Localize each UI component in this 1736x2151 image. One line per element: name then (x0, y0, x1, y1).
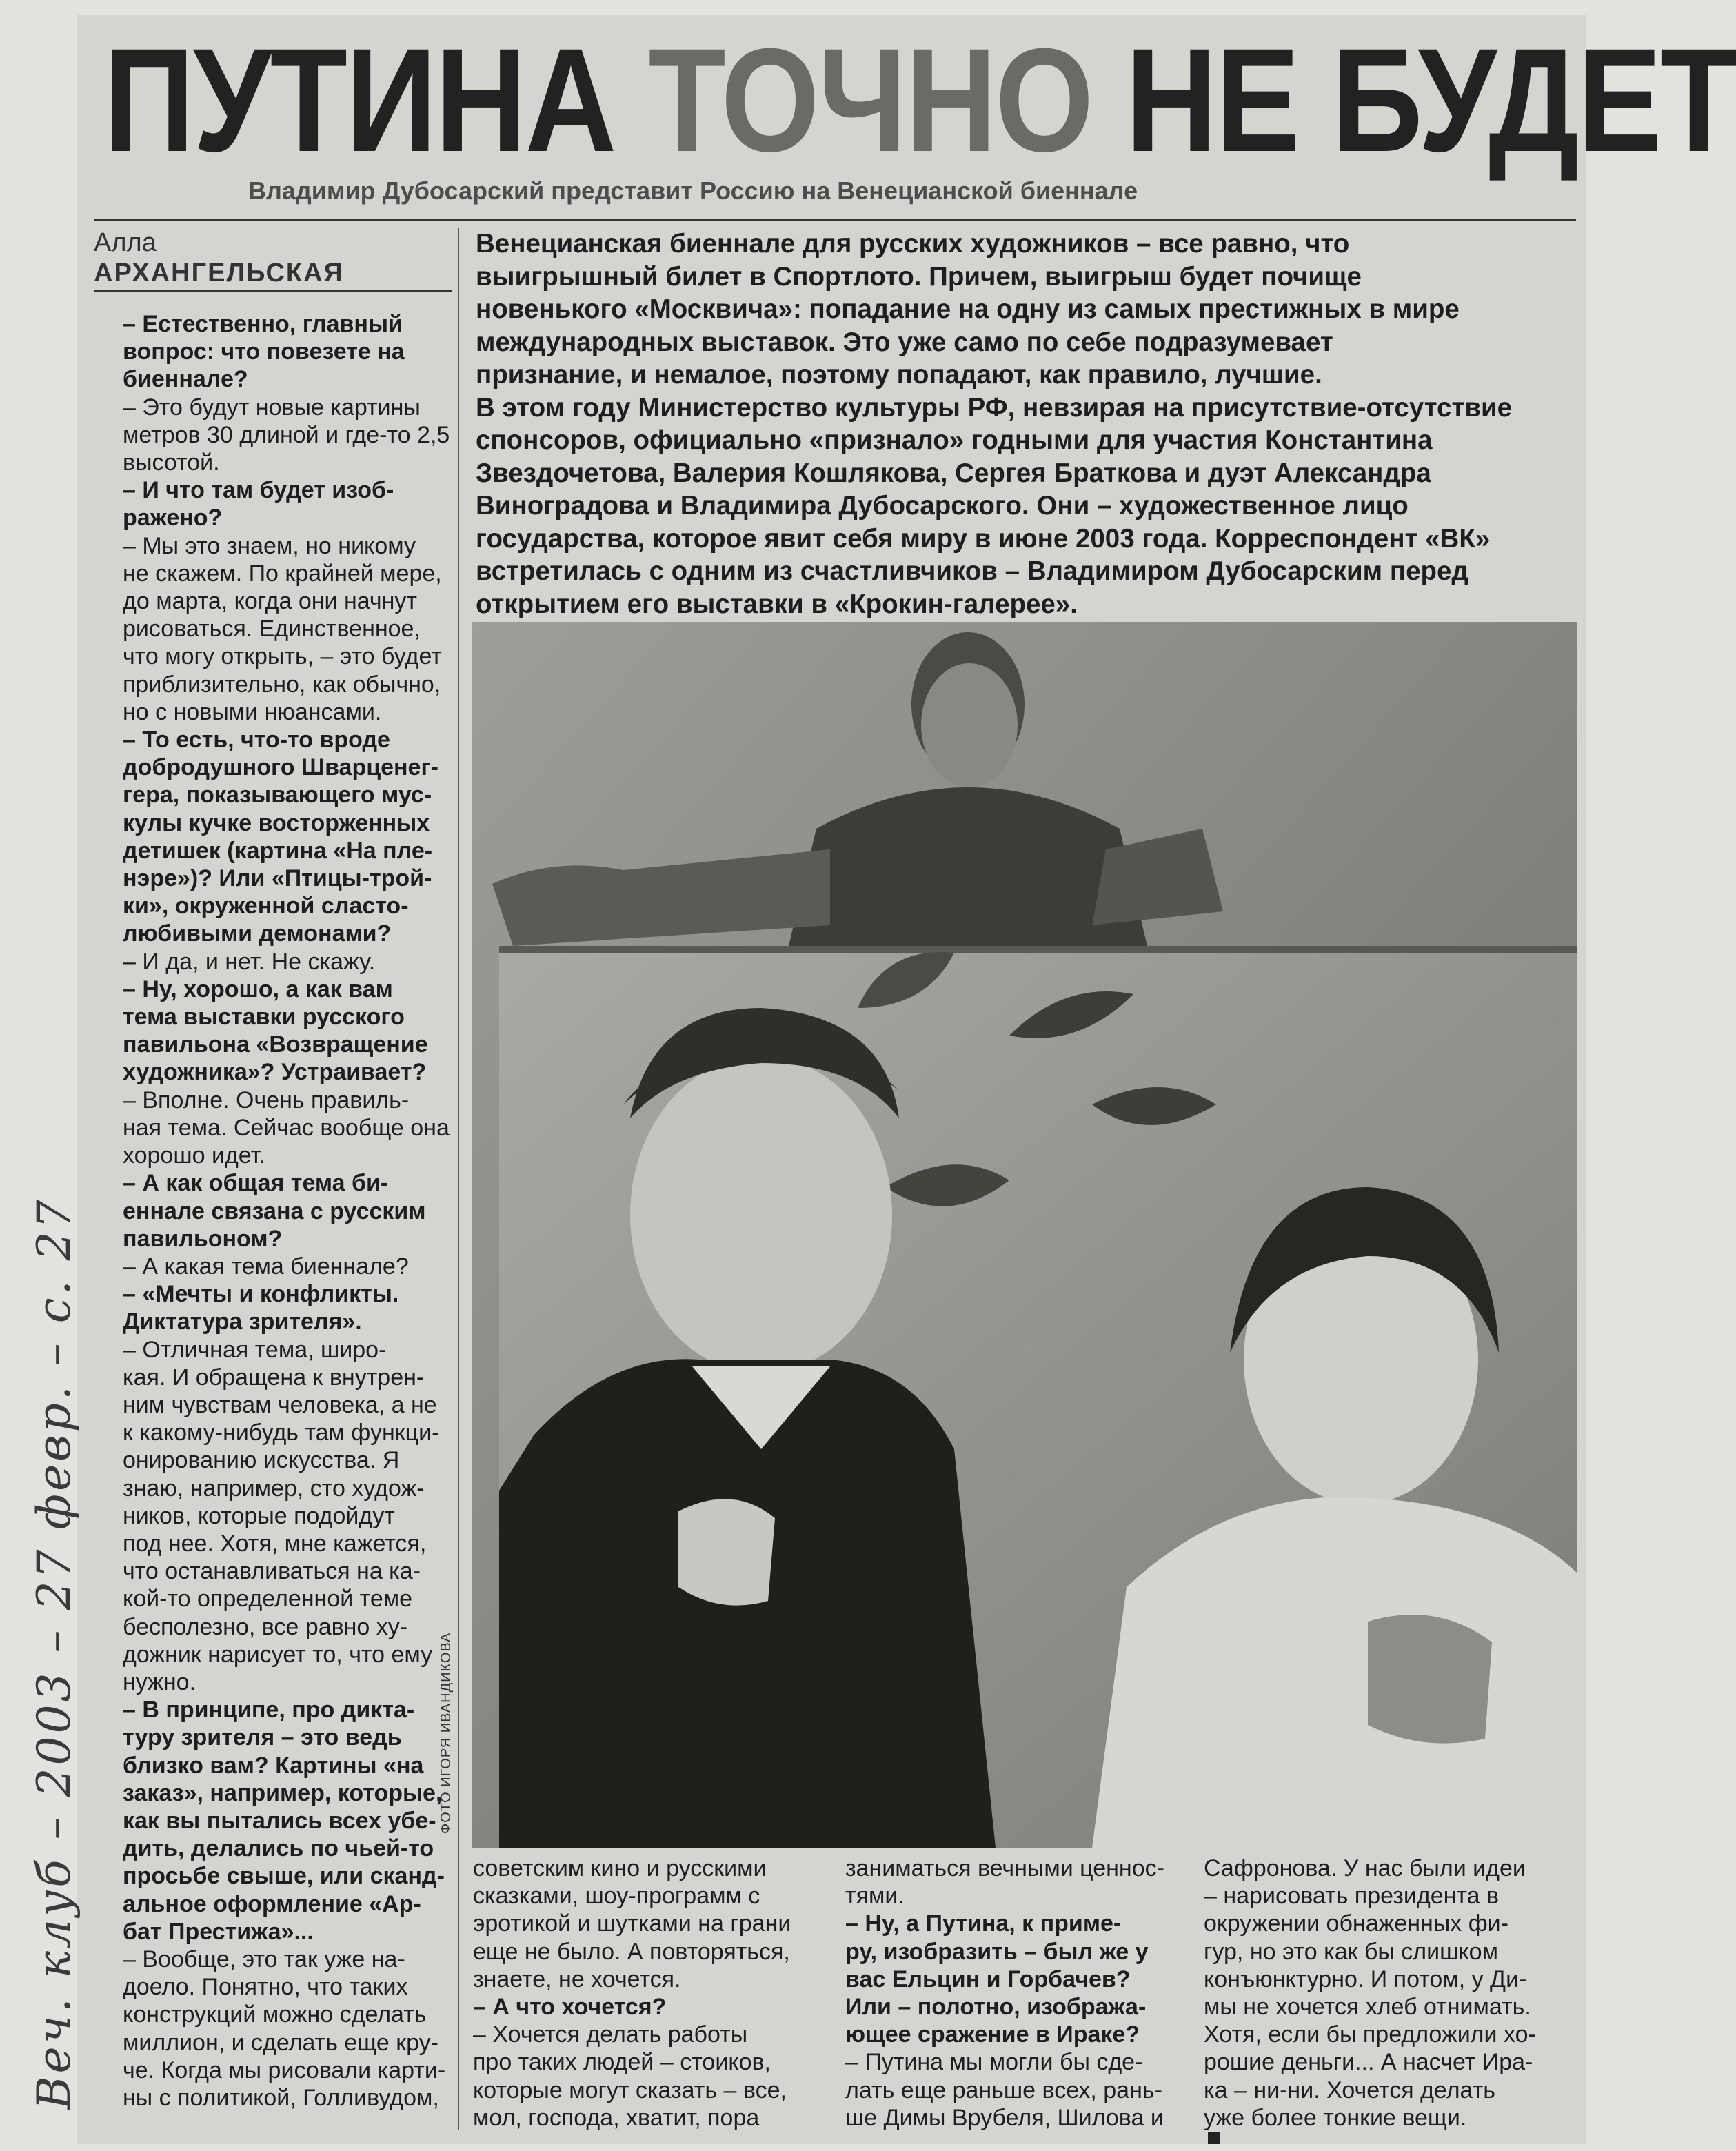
answer-line: что останавливаться на ка- (123, 1558, 421, 1585)
answer-line: – Мы это знаем, но никому (123, 532, 416, 559)
question-line: – Ну, хорошо, а как вам (123, 976, 393, 1002)
question-line: ражено? (123, 505, 223, 532)
answer-line: онированию искусства. Я (123, 1447, 400, 1474)
question-line: – А что хочется? (473, 1994, 667, 2021)
question-line: – А как общая тема би- (123, 1170, 389, 1197)
answer-line: которые могут сказать – все, (473, 2077, 787, 2103)
lead-line: международных выставок. Это уже само по себе подразумевает (476, 327, 1333, 357)
answer-line: но с новыми нюансами. (123, 698, 382, 725)
answer-line: доело. Понятно, что таких (123, 1974, 408, 2001)
question-line: вас Ельцин и Горбачев? (845, 1966, 1131, 1992)
answer-line: метров 30 длиной и где-то 2,5 (123, 421, 450, 448)
lead-paragraph (476, 228, 1579, 620)
lead-line: В этом году Министерство культуры РФ, невзирая на присутствие-отсутствие (476, 392, 1513, 423)
answer-line: нужно. (123, 1668, 196, 1695)
answer-line: мол, господа, хватит, пора (473, 2104, 760, 2131)
question-line: кулы кучке восторженных (123, 809, 430, 836)
question-line: просьбе свыше, или сканд- (123, 1863, 445, 1890)
answer-line: – Хочется делать работы (473, 2021, 748, 2048)
answer-line: гур, но это как бы слишком (1204, 1938, 1498, 1965)
answer-line: ше Димы Врубеля, Шилова и (845, 2104, 1164, 2131)
answer-line: про таких людей – стоиков, (473, 2049, 771, 2076)
answer-line: до марта, когда они начнут (123, 588, 417, 615)
answer-line: – нарисовать президента в (1204, 1883, 1500, 1910)
headline-part2: ТОЧНО (648, 18, 1092, 183)
answer-line: уже более тонкие вещи. (1204, 2104, 1562, 2144)
author-byline (94, 228, 438, 288)
answer-line: миллион, и сделать еще кру- (123, 2029, 438, 2056)
question-line: гера, показывающего мус- (123, 782, 432, 809)
column-divider (458, 228, 459, 2130)
answer-line: – И да, и нет. Не скажу. (123, 948, 376, 975)
answer-line: заниматься вечными ценнос- (845, 1855, 1164, 1881)
question-line: близко вам? Картины «на (123, 1752, 424, 1779)
answer-line: под нее. Хотя, мне кажется, (123, 1530, 427, 1557)
question-line: – Ну, а Путина, к приме- (845, 1910, 1122, 1937)
question-line: тема выставки русского (123, 1004, 405, 1031)
headline (103, 18, 1736, 183)
author-first-name: Алла (94, 228, 157, 257)
author-last-name: АРХАНГЕЛЬСКАЯ (94, 259, 344, 287)
answer-line: дожник нарисует то, что ему (123, 1641, 433, 1668)
question-line: нэре»)? Или «Птицы-трой- (123, 865, 432, 892)
answer-line: Сафронова. У нас были идеи (1204, 1855, 1526, 1881)
answer-line: – Вообще, это так уже на- (123, 1946, 405, 1972)
answer-line: – Отличная тема, широ- (123, 1336, 387, 1363)
author-rule (94, 290, 452, 292)
answer-line: рисоваться. Единственное, (123, 616, 421, 643)
answer-line: конъюнктурно. И потом, у Ди- (1204, 1966, 1527, 1992)
answer-line: че. Когда мы рисовали карти- (123, 2057, 446, 2083)
answer-line: ников, которые подойдут (123, 1502, 395, 1529)
lead-line: встретилась с одним из счастливчиков – Владимиром Дубосарским перед (476, 556, 1468, 586)
answer-line: высотой. (123, 450, 220, 476)
lead-line: государства, которое явит себя миру в июне 2003 года. Корреспондент «ВК» (476, 523, 1491, 554)
question-line: альное оформление «Ар- (123, 1890, 421, 1917)
answer-line: знаете, не хочется. (473, 1966, 681, 1992)
question-line: Диктатура зрителя». (123, 1309, 362, 1335)
answer-line: окружении обнаженных фи- (1204, 1910, 1508, 1937)
answer-line: конструкций можно сделать (123, 2001, 427, 2028)
question-line: любивыми демонами? (123, 920, 392, 947)
photo-credit: ФОТО ИГОРЯ ИВАНДИКОВА (438, 1632, 454, 1834)
answer-line: хорошо идет. (123, 1142, 265, 1169)
question-line: – В принципе, про дикта- (123, 1697, 415, 1724)
lead-line: Звездочетова, Валерия Кошлякова, Сергея Браткова и дуэт Александра (476, 458, 1431, 488)
lead-line: спонсоров, официально «признало» годными для участия Константина (476, 425, 1433, 455)
question-line: ки», окруженной сласто- (123, 893, 409, 920)
answer-line: ка – ни-ни. Хочется делать (1204, 2077, 1495, 2103)
question-line: туру зрителя – это ведь (123, 1724, 402, 1751)
question-line: заказ», например, которые, (123, 1779, 443, 1806)
question-line: – Естественно, главный (123, 311, 403, 337)
lead-line: открытием его выставки в «Крокин-галерее». (476, 589, 1078, 619)
answer-line: эротикой и шутками на грани (473, 1910, 791, 1937)
answer-line: тями. (845, 1883, 905, 1910)
interview-column-2 (473, 1855, 831, 2132)
question-line: дить, делались по чьей-то (123, 1835, 434, 1862)
answer-line: к какому-нибудь там функци- (123, 1420, 440, 1446)
handwritten-note: Веч. клуб – 2003 – 27 февр. – с. 27 (28, 1197, 81, 2110)
answer-line: что могу открыть, – это будет (123, 643, 442, 670)
lead-line: новенького «Москвича»: попадание на одну из самых престижных в мире (476, 294, 1460, 324)
answer-line: мы не хочется хлеб отнимать. (1204, 1994, 1531, 2021)
question-line: как вы пытались всех убе- (123, 1807, 436, 1834)
question-line: – И что там будет изоб- (123, 477, 394, 504)
subheadline: Владимир Дубосарский представит Россию на Венецианской биеннале (248, 176, 1138, 205)
header-rule (94, 219, 1576, 221)
question-line: детишек (картина «На пле- (123, 837, 433, 864)
question-line: художника»? Устраивает? (123, 1059, 427, 1086)
headline-part1: ПУТИНА (103, 18, 649, 183)
answer-line: ны с политикой, Голливудом, (123, 2085, 439, 2111)
answer-line: – Путина мы могли бы сде- (845, 2049, 1143, 2076)
answer-line: – А какая тема биеннале? (123, 1253, 409, 1280)
question-line: – То есть, что-то вроде (123, 727, 390, 754)
lead-line: выигрышный билет в Спортлото. Причем, выигрыш будет почище (476, 261, 1362, 292)
answer-line: рошие деньги... А насчет Ира- (1204, 2049, 1533, 2076)
headline-part3: НЕ БУДЕТ (1091, 18, 1736, 183)
answer-line: ная тема. Сейчас вообще она (123, 1114, 450, 1141)
question-line: Или – полотно, изобража- (845, 1994, 1147, 2021)
article-photo (472, 622, 1577, 1848)
answer-line: – Вполне. Очень правиль- (123, 1087, 410, 1113)
question-line: бат Престижа»... (123, 1918, 314, 1945)
answer-line: лать еще раньше всех, рань- (845, 2077, 1162, 2103)
lead-line: признание, и немалое, поэтому попадают, как правило, лучшие. (476, 360, 1322, 390)
answer-line: – Это будут новые картины (123, 394, 421, 421)
lead-line: Виноградова и Владимира Дубосарского. Они – художественное лицо (476, 491, 1409, 521)
interview-column-1 (123, 310, 450, 2112)
answer-line: знаю, например, сто худож- (123, 1475, 425, 1502)
interview-column-3 (845, 1855, 1204, 2132)
answer-line: Хотя, если бы предложили хо- (1204, 2021, 1536, 2048)
lead-line: Венецианская биеннале для русских художников – все равно, что (476, 229, 1350, 259)
photo-illustration (472, 622, 1577, 1848)
answer-line: еще не было. А повторяться, (473, 1938, 790, 1965)
interview-column-4 (1204, 1855, 1562, 2144)
answer-line: приблизительно, как обычно, (123, 671, 441, 698)
question-line: ру, изобразить – был же у (845, 1938, 1149, 1965)
answer-line: сказками, шоу-программ с (473, 1883, 760, 1910)
answer-line: советским кино и русскими (473, 1855, 767, 1881)
answer-line: бесполезно, все равно ху- (123, 1613, 408, 1640)
answer-line: ним чувствам человека, а не (123, 1391, 437, 1418)
end-of-article-mark (1208, 2132, 1220, 2144)
question-line: – «Мечты и конфликты. (123, 1281, 399, 1308)
question-line: вопрос: что повезете на (123, 339, 405, 365)
answer-line: кая. И обращена к внутрен- (123, 1364, 425, 1391)
question-line: павильона «Возвращение (123, 1031, 428, 1058)
answer-line: не скажем. По крайней мере, (123, 560, 442, 587)
question-line: добродушного Шварценег- (123, 754, 438, 781)
question-line: ющее сражение в Ираке? (845, 2021, 1140, 2048)
question-line: биеннале? (123, 366, 248, 393)
answer-line: кой-то определенной теме (123, 1586, 413, 1613)
question-line: павильоном? (123, 1225, 283, 1252)
question-line: еннале связана с русским (123, 1198, 426, 1224)
